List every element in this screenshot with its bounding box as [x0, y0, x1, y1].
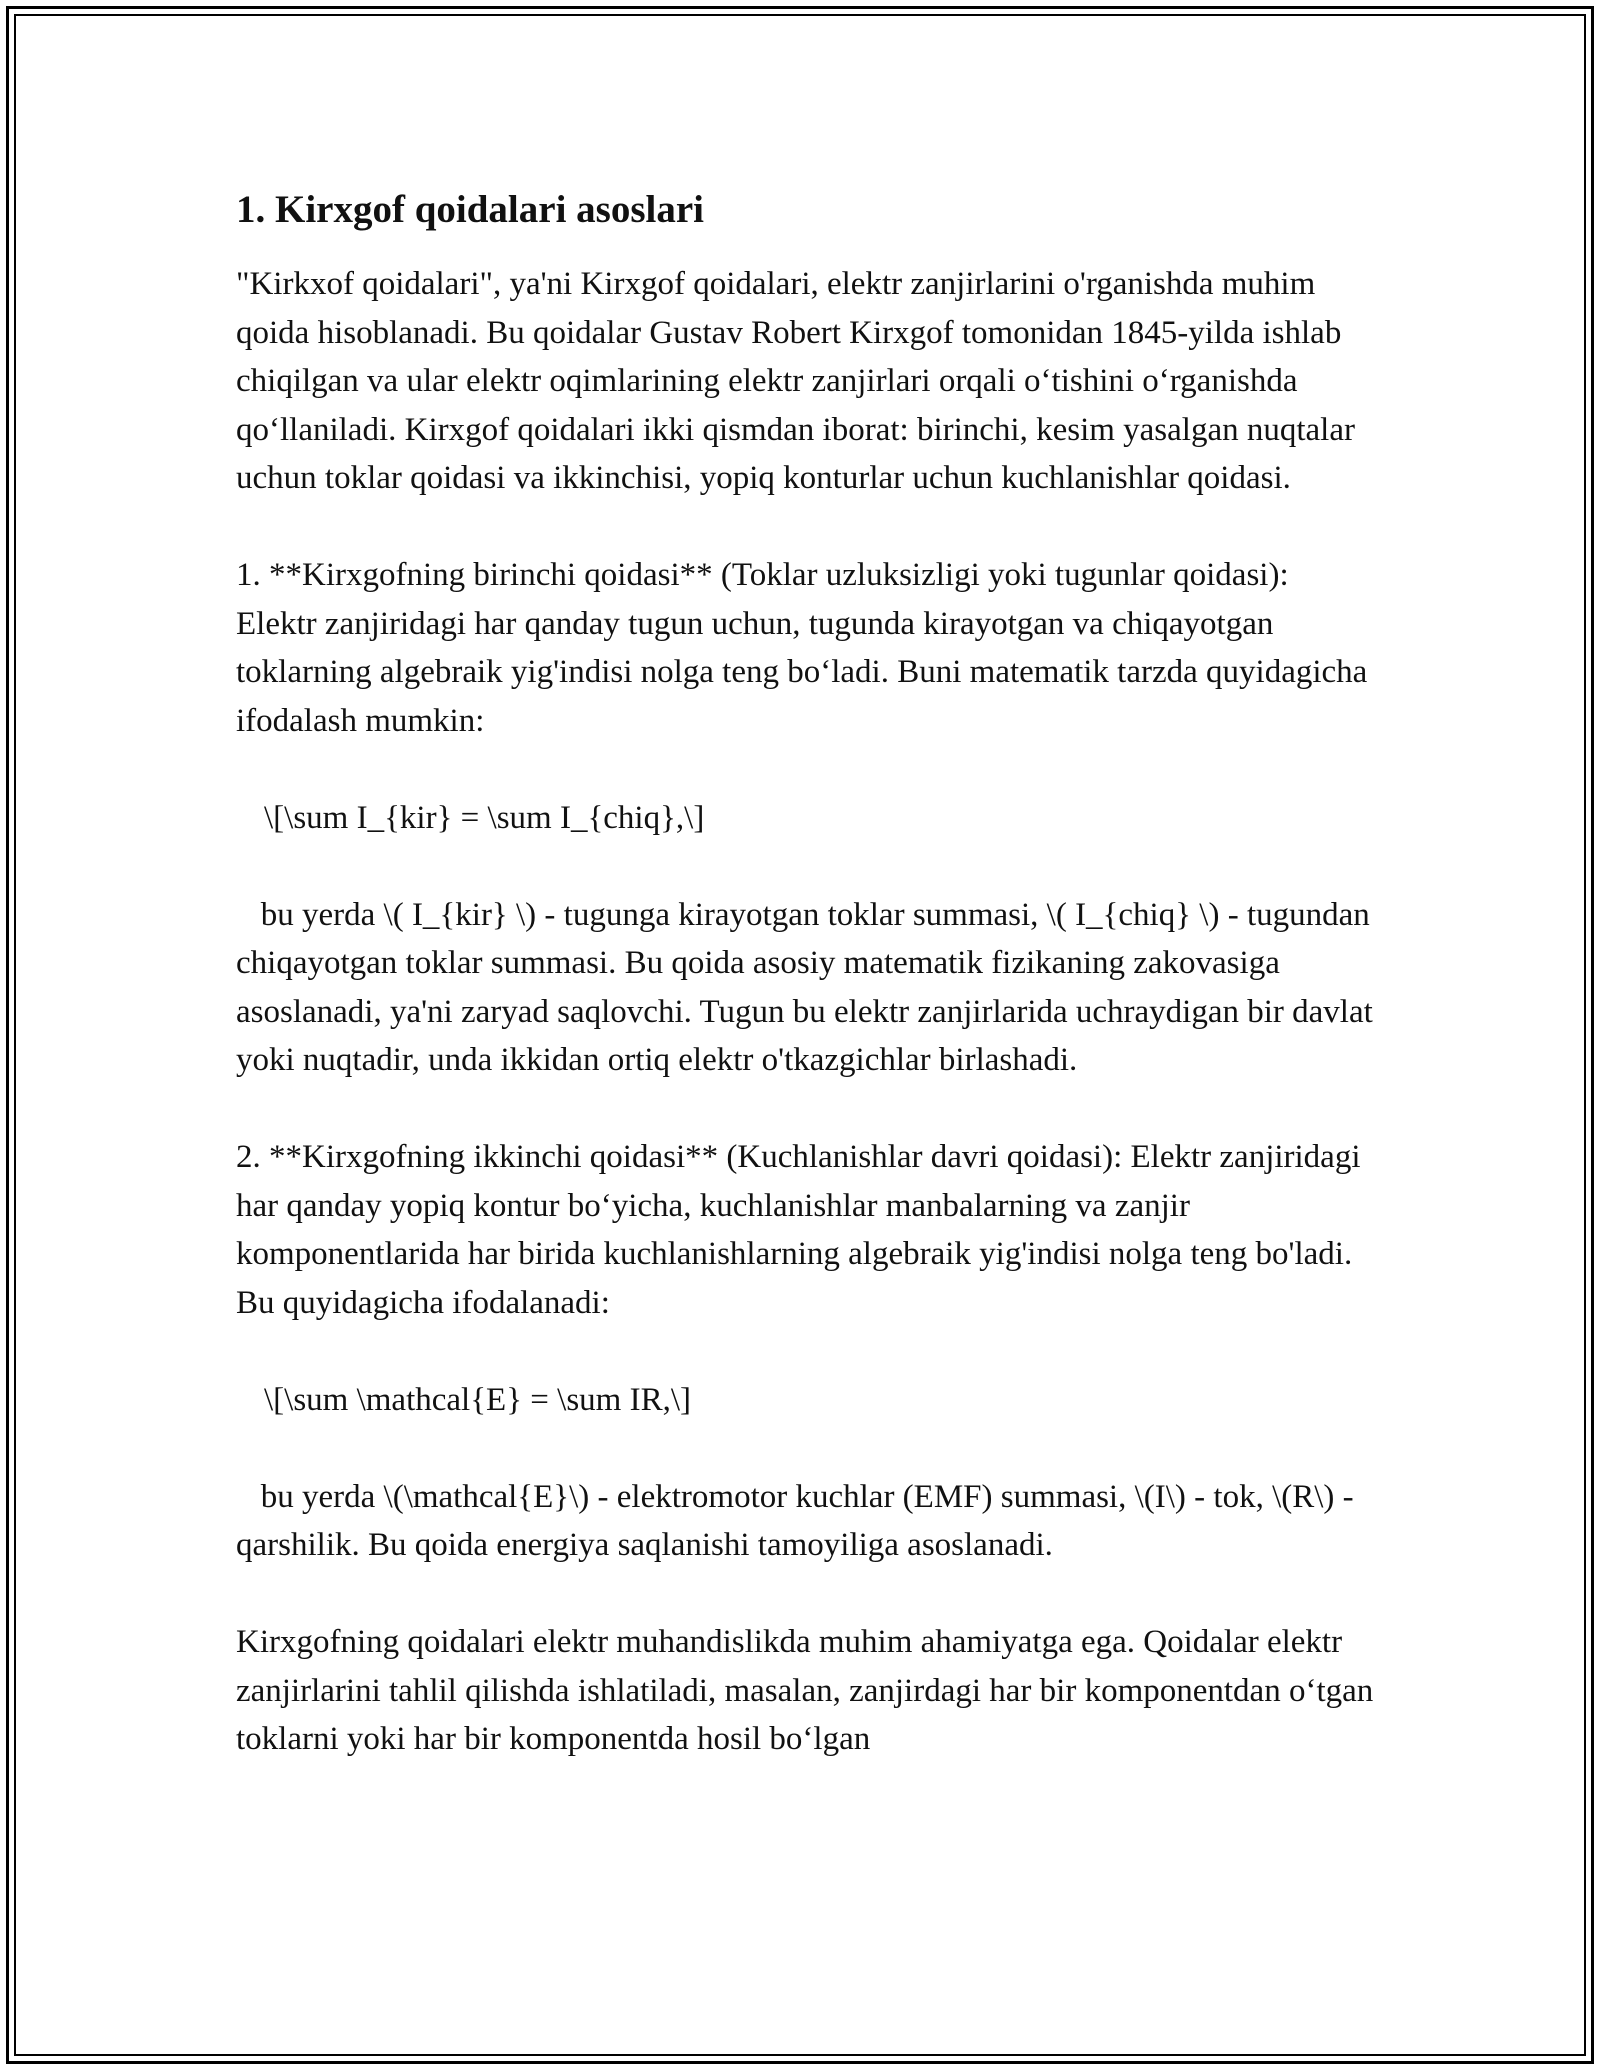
formula-one: \[\sum I_{kir} = \sum I_{chiq},\] — [264, 799, 705, 836]
document-body — [236, 186, 1376, 1764]
rule-one-explanation — [236, 891, 1376, 1085]
explanation-indent — [236, 897, 261, 933]
rule-two-explanation — [236, 1473, 1376, 1570]
intro-paragraph: "Kirkxof qoidalari", ya'ni Kirxgof qoidalari, elektr zanjirlarini o'rganishda muhim qoida hisoblanadi. Bu qoidalar Gustav Robert Kirxgof tomonidan 1845-yilda ishlab chiqilgan va ular elektr oqimlarining elektr zanjirlari orqali o‘tishini o‘rganishda qo‘llaniladi. Kirxgof qoidalari ikki qismdan iborat: birinchi, kesim yasalgan nuqtalar uchun toklar qoidasi va ikkinchisi, yopiq konturlar uchun kuchlanishlar qoidasi. — [236, 266, 1355, 496]
paragraph-gap — [236, 842, 1376, 891]
explanation-indent — [236, 1479, 261, 1515]
section-heading: 1. Kirxgof qoidalari asoslari — [236, 188, 704, 231]
rule-one-paragraph: 1. **Kirxgofning birinchi qoidasi** (Toklar uzluksizligi yoki tugunlar qoidasi): Elektr zanjiridagi har qanday tugun uchun, tugunda kirayotgan va chiqayotgan toklarning algebraik yig'indisi nolga teng bo‘ladi. Buni matematik tarzda quyidagicha ifodalash mumkin: — [236, 557, 1368, 739]
rule-two-paragraph: 2. **Kirxgofning ikkinchi qoidasi** (Kuchlanishlar davri qoidasi): Elektr zanjiridagi har qanday yopiq kontur bo‘yicha, kuchlanishlar manbalarning va zanjir komponentlarida har birida kuchlanishlarning algebraik yig'indisi nolga teng bo'ladi. Bu quyidagicha ifodalanadi: — [236, 1139, 1361, 1321]
paragraph-gap — [236, 1085, 1376, 1134]
rule-one-explanation-text: bu yerda \( I_{kir} \) - tugunga kirayotgan toklar summasi, \( I_{chiq} \) - tugundan chiqayotgan toklar summasi. Bu qoida asosiy matematik fizikaning zakovasiga asoslanadi, ya'ni zaryad saqlovchi. Tugun bu elektr zanjirlarida uchraydigan bir davlat yoki nuqtadir, unda ikkidan ortiq elektr o'tkazgichlar birlashadi. — [236, 896, 1373, 1078]
paragraph-gap — [236, 503, 1376, 552]
closing-paragraph: Kirxgofning qoidalari elektr muhandislikda muhim ahamiyatga ega. Qoidalar elektr zanjirlarini tahlil qilishda ishlatiladi, masalan, zanjirdagi har bir komponentdan o‘tgan toklarni yoki har bir komponentda hosil bo‘lgan — [236, 1624, 1374, 1757]
paragraph-gap — [236, 1424, 1376, 1473]
formula-two: \[\sum \mathcal{E} = \sum IR,\] — [264, 1381, 691, 1418]
paragraph-gap — [236, 745, 1376, 794]
rule-two-explanation-text: bu yerda \(\mathcal{E}\) - elektromotor kuchlar (EMF) summasi, \(I\) - tok, \(R\) - qarshilik. Bu qoida energiya saqlanishi tamoyiliga asoslanadi. — [236, 1478, 1354, 1563]
paragraph-gap — [236, 1570, 1376, 1619]
paragraph-gap — [236, 1327, 1376, 1376]
